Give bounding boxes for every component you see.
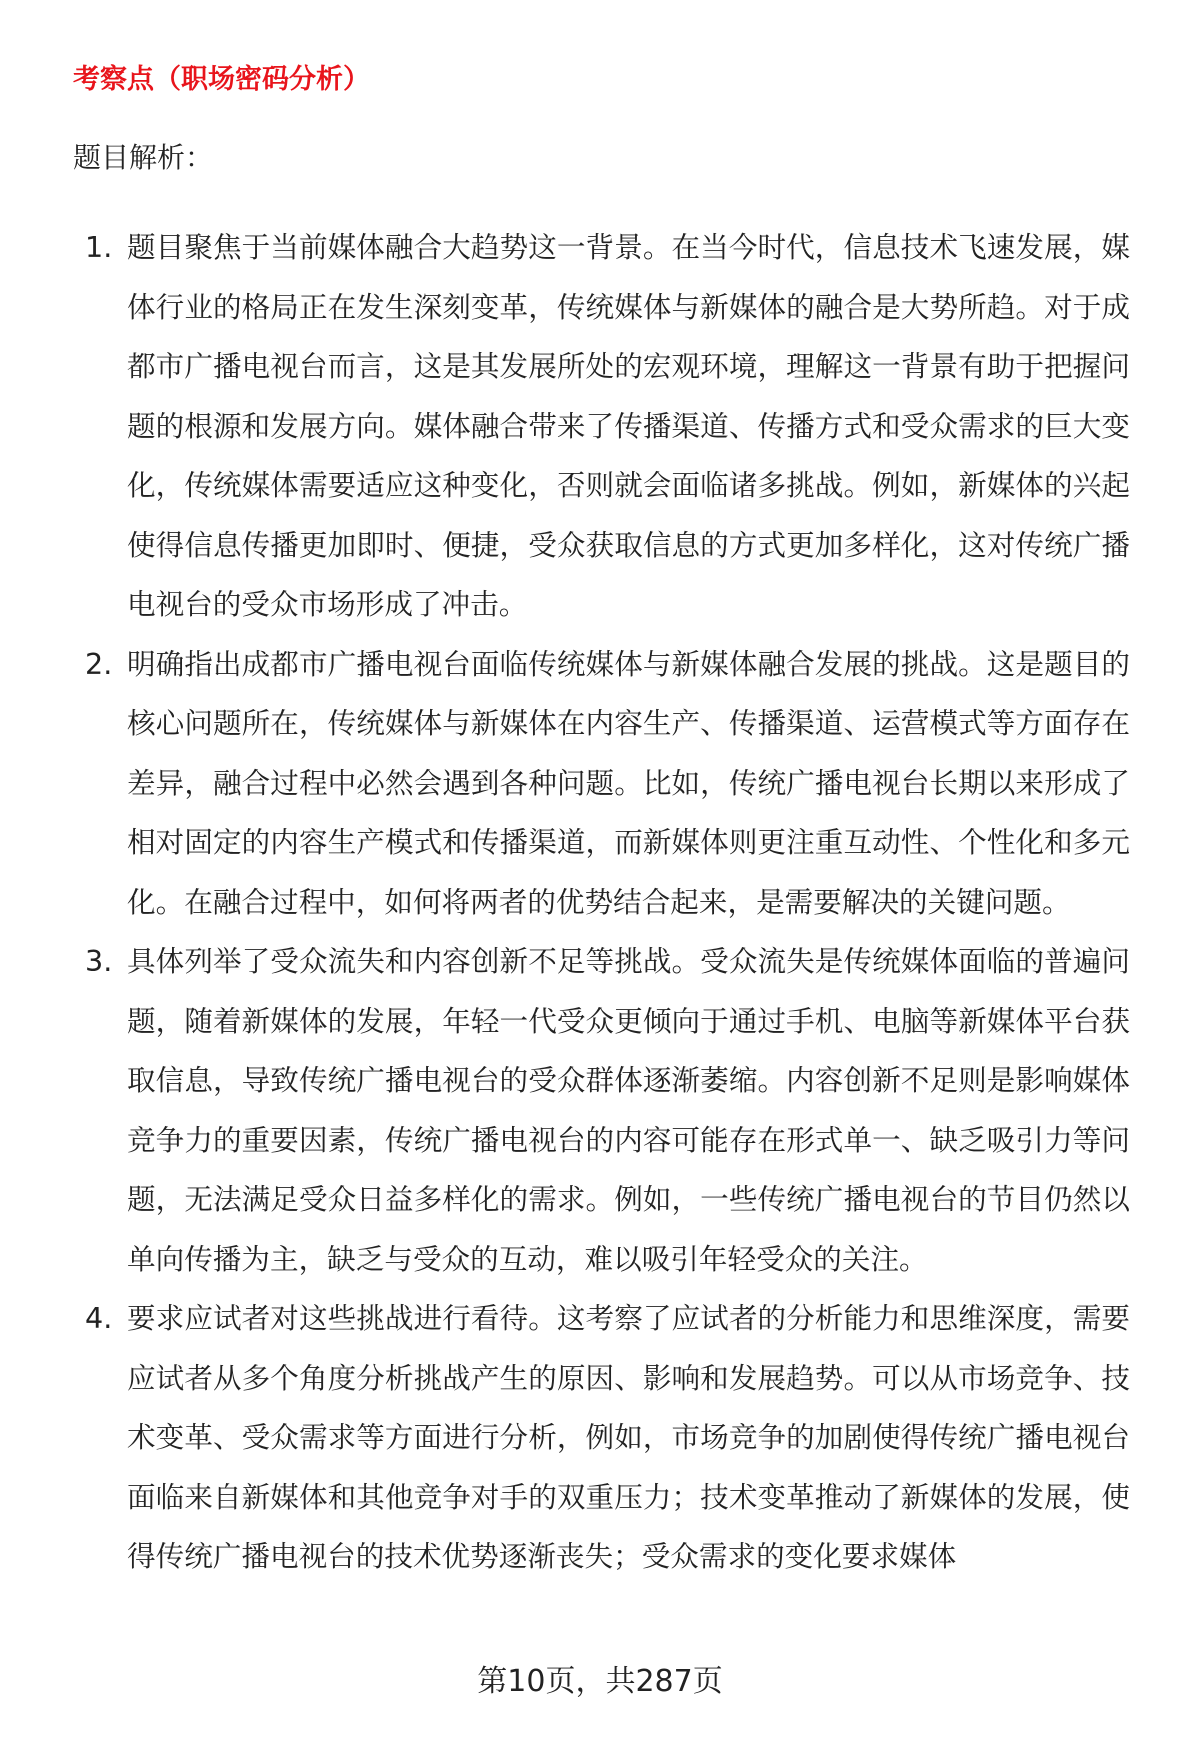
list-number: 1.: [85, 230, 113, 264]
section-heading: 考察点（职场密码分析）: [73, 64, 370, 95]
list-number: 2.: [85, 646, 113, 681]
list-item-text: 具体列举了受众流失和内容创新不足等挑战。受众流失是传统媒体面临的普遍问题，随着新媒体的发展，年轻一代受众更倾向于通过手机、电脑等新媒体平台获取信息，导致传统广播电视台的受众群体逐渐萎缩。内容创新不足则是影响媒体竞争力的重要因素，传统广播电视台的内容可能存在形式单一、缺乏吸引力等问题，无法满足受众日益多样化的需求。例如，一些传统广播电视台的节目仍然以单向传播为主，缺乏与受众的互动，难以吸引年轻受众的关注。: [127, 944, 1130, 1276]
list-item: [85, 932, 1130, 1289]
analysis-label: 题目解析：: [73, 141, 214, 174]
list-item-text: 要求应试者对这些挑战进行看待。这考察了应试者的分析能力和思维深度，需要应试者从多个角度分析挑战产生的原因、影响和发展趋势。可以从市场竞争、技术变革、受众需求等方面进行分析，例如，市场竞争的加剧使得传统广播电视台面临来自新媒体和其他竞争对手的双重压力；技术变革推动了新媒体的发展，使得传统广播电视台的技术优势逐渐丧失；受众需求的变化要求媒体: [127, 1301, 1130, 1573]
list-item: [85, 635, 1130, 933]
list-item-text: 明确指出成都市广播电视台面临传统媒体与新媒体融合发展的挑战。这是题目的核心问题所在，传统媒体与新媒体在内容生产、传播渠道、运营模式等方面存在差异，融合过程中必然会遇到各种问题。比如，传统广播电视台长期以来形成了相对固定的内容生产模式和传播渠道，而新媒体则更注重互动性、个性化和多元化。在融合过程中，如何将两者的优势结合起来，是需要解决的关键问题。: [127, 646, 1130, 919]
list-item: [85, 218, 1130, 635]
list-item: [85, 1289, 1130, 1587]
list-number: 3.: [85, 944, 113, 978]
list-item-text: 题目聚焦于当前媒体融合大趋势这一背景。在当今时代，信息技术飞速发展，媒体行业的格局正在发生深刻变革，传统媒体与新媒体的融合是大势所趋。对于成都市广播电视台而言，这是其发展所处的宏观环境，理解这一背景有助于把握问题的根源和发展方向。媒体融合带来了传播渠道、传播方式和受众需求的巨大变化，传统媒体需要适应这种变化，否则就会面临诸多挑战。例如，新媒体的兴起使得信息传播更加即时、便捷，受众获取信息的方式更加多样化，这对传统广播电视台的受众市场形成了冲击。: [127, 230, 1130, 621]
analysis-list: [0, 218, 1200, 1587]
page-number: 第10页，共287页: [477, 1664, 723, 1699]
list-number: 4.: [85, 1301, 113, 1335]
